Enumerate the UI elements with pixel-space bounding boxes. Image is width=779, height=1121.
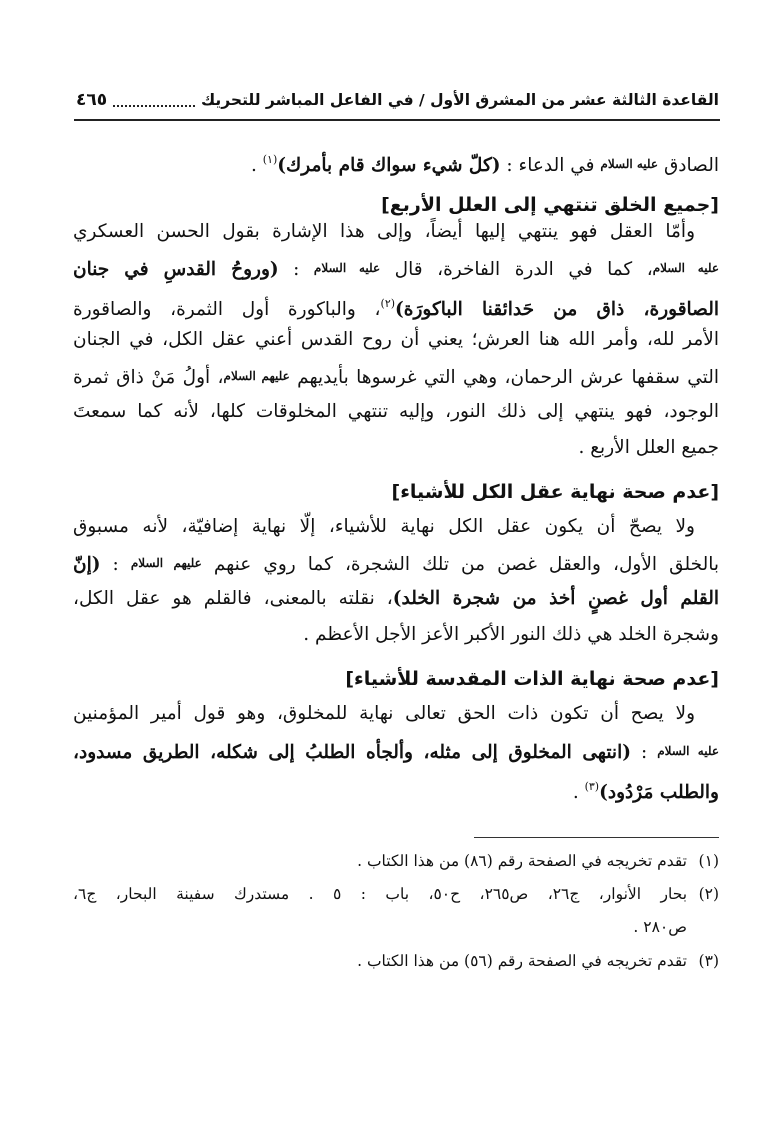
text-segment: ولا يصح أن تكون ذات الحق تعالى نهاية للمخلوق، وهو قول أمير المؤمنين xyxy=(73,703,695,724)
section-heading: [جميع الخلق تنتهي إلى العلل الأربع] xyxy=(381,194,719,216)
text-line xyxy=(73,772,719,808)
text-segment: وشجرة الخلد هي ذلك النور الأكبر الأعز الأجل الأعظم . xyxy=(303,624,719,645)
text-segment: جميع العلل الأربع . xyxy=(578,437,719,458)
header-leader-dots xyxy=(113,93,195,107)
quoted-text: (انتهى المخلوق إلى مثله، وألجأه الطلبُ إلى شكله، الطريق مسدود، xyxy=(73,742,631,763)
footnote-text: تقدم تخريجه في الصفحة رقم (٨٦) من هذا الكتاب . xyxy=(357,852,687,870)
honorific-glyph: عليهم السلام xyxy=(223,369,290,383)
text-segment: ، كما في الدرة الفاخرة، قال xyxy=(380,259,653,280)
page-number: ٤٦٥ xyxy=(76,90,108,110)
footnote-text: ص٢٨٠ . xyxy=(633,918,687,936)
footnote-number: (٢) xyxy=(698,885,720,903)
text-segment: وأمّا العقل فهو ينتهي إليها أيضاً، وإلى هذا الإشارة بقول الحسن العسكري xyxy=(73,221,695,242)
text-segment: التي سقفها عرش الرحمان، وهي التي غرسوها بأيديهم xyxy=(289,367,720,388)
text-line xyxy=(73,289,719,325)
text-segment: في الدعاء : xyxy=(500,155,601,176)
footnote-text: تقدم تخريجه في الصفحة رقم (٥٦) من هذا الكتاب . xyxy=(357,952,687,970)
footnote-ref: (٣) xyxy=(584,780,600,793)
quoted-text: والطلب مَرْدُود) xyxy=(599,782,719,803)
running-header xyxy=(76,86,719,114)
text-segment: ، والباكورة أول الثمرة، والصاقورة xyxy=(73,299,381,320)
footnote-ref: (١) xyxy=(262,153,278,166)
footnote-ref: (٢) xyxy=(380,297,396,310)
honorific-glyph: عليه السلام xyxy=(652,261,719,275)
text-line xyxy=(73,145,719,181)
footnote-number: (١) xyxy=(698,852,719,870)
quoted-text: (كلّ شيء سواك قام بأمرك) xyxy=(277,155,501,176)
section-heading: [عدم صحة نهاية الذات المقدسة للأشياء] xyxy=(345,668,719,690)
honorific-glyph: عليهم السلام xyxy=(130,556,202,570)
text-line xyxy=(73,325,719,355)
text-segment: بالخلق الأول، والعقل غصن من تلك الشجرة، كما روي عنهم xyxy=(201,554,720,575)
quoted-text: (وروحُ القدسِ في جنان xyxy=(73,259,279,280)
footnote-number: (٣) xyxy=(698,952,719,970)
footnote xyxy=(73,948,719,974)
text-line xyxy=(73,397,719,427)
text-segment: . xyxy=(250,155,263,176)
text-line xyxy=(73,620,719,650)
text-segment: . xyxy=(572,782,585,803)
text-segment: : xyxy=(278,259,314,280)
text-segment: : xyxy=(100,554,131,575)
text-line xyxy=(73,217,719,247)
footnote-separator xyxy=(474,837,719,838)
footnote xyxy=(73,881,719,907)
header-title: القاعدة الثالثة عشر من المشرق الأول / في الفاعل المباشر للتحريك xyxy=(201,91,719,109)
text-line xyxy=(73,548,719,580)
text-segment: ولا يصحّ أن يكون عقل الكل نهاية للأشياء، إلّا نهاية إضافيّة، لأنه مسبوق xyxy=(73,516,695,537)
section-heading: [عدم صحة نهاية عقل الكل للأشياء] xyxy=(391,481,719,503)
text-line xyxy=(73,433,719,463)
quoted-text: (إنّ xyxy=(73,554,101,575)
quoted-text: القلم أول غصنٍ أخذ من شجرة الخلد) xyxy=(392,588,719,609)
text-segment: الوجود، فهو ينتهي إلى ذلك النور، وإليه تنتهي المخلوقات كلها، لأنه كما سمعتَ xyxy=(73,401,719,422)
text-line xyxy=(73,584,719,614)
honorific-glyph: عليه السلام xyxy=(600,157,659,171)
honorific-glyph: عليه السلام xyxy=(313,261,381,275)
honorific-glyph: عليه السلام xyxy=(657,744,719,758)
text-segment: الأمر لله، وأمر الله هنا العرش؛ يعني أن روح القدس أعني عقل الكل، في الجنان xyxy=(73,329,719,350)
text-line xyxy=(73,361,719,393)
text-line xyxy=(73,253,719,285)
text-segment: : xyxy=(630,742,658,763)
footnote-text: بحار الأنوار، ج٢٦، ص٢٦٥، ح٥٠، باب : ٥ . مستدرك سفينة البحار، ج٦، xyxy=(73,885,688,903)
text-segment: الصادق xyxy=(658,155,719,176)
header-rule xyxy=(74,119,720,121)
quoted-text: الصاقورة، ذاق من حَدائقنا الباكورَة) xyxy=(395,299,719,320)
text-line xyxy=(73,736,719,768)
text-line xyxy=(73,699,719,729)
text-segment: ، أولُ مَنْ ذاق ثمرة xyxy=(73,367,224,388)
footnote xyxy=(73,848,719,874)
footnote xyxy=(73,914,719,940)
text-segment: ، نقلته بالمعنى، فالقلم هو عقل الكل، xyxy=(73,588,393,609)
text-line xyxy=(73,512,719,542)
